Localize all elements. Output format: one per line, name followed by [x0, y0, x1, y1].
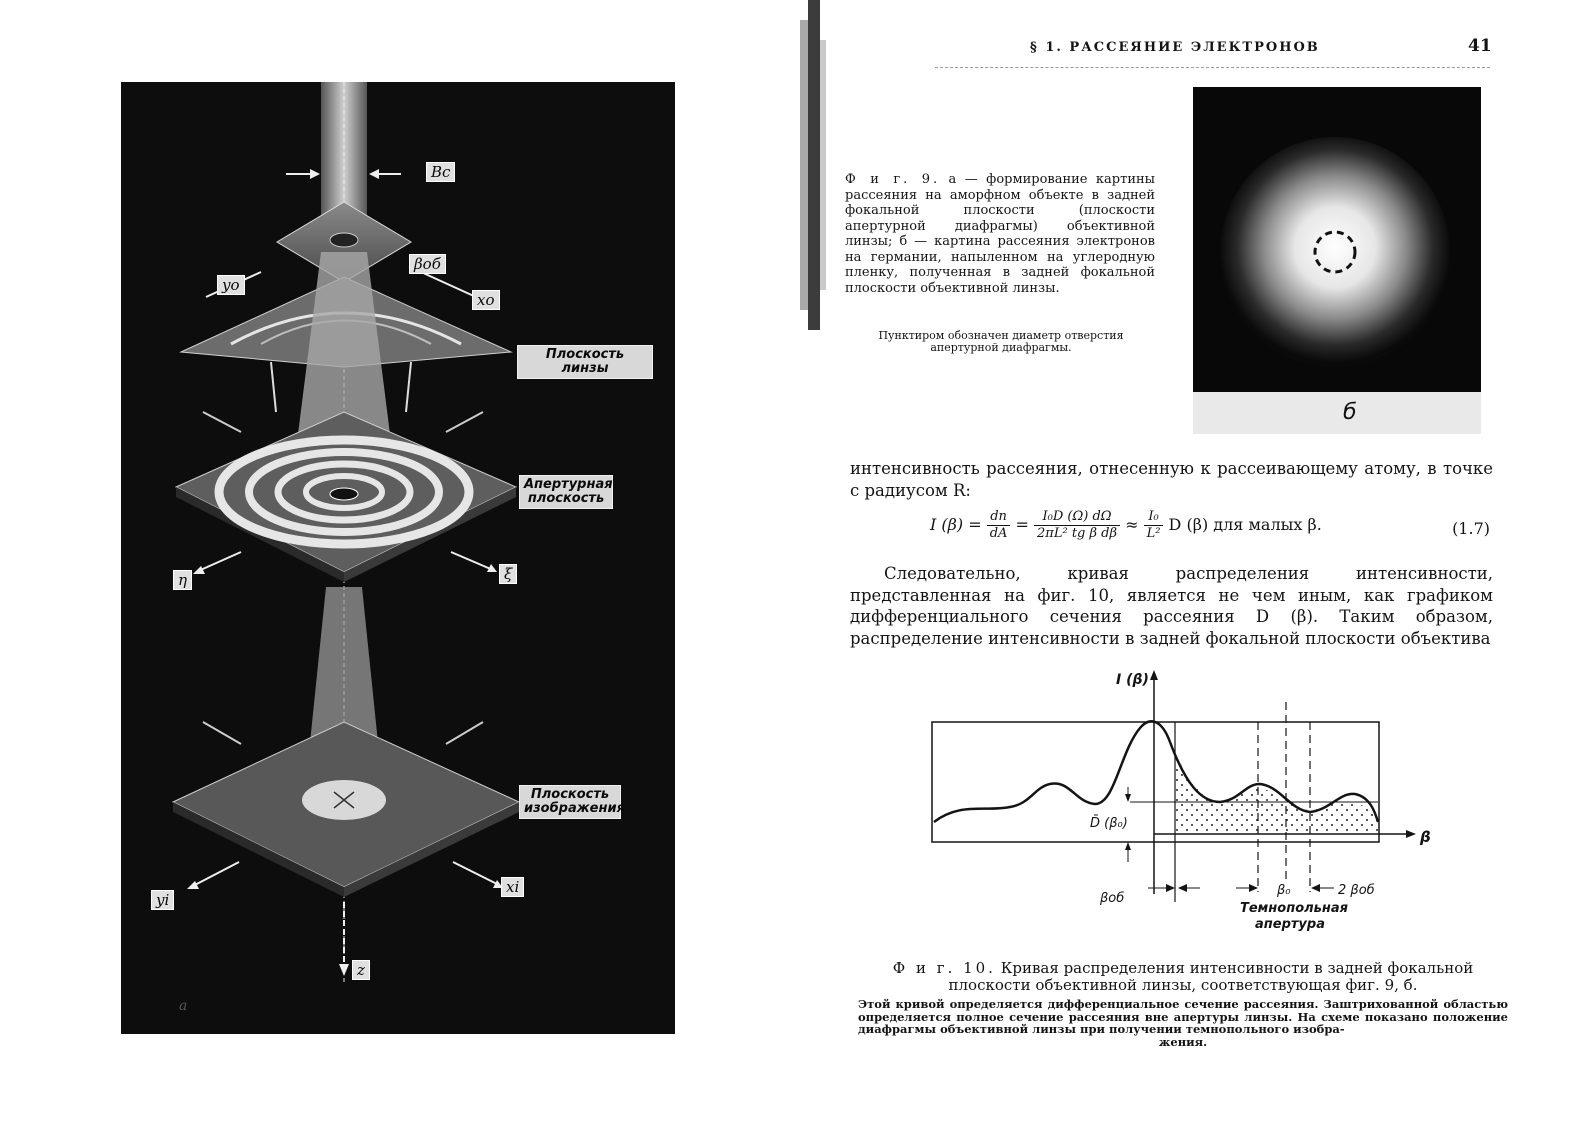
intensity-curve [934, 721, 1378, 822]
body-text-2 [850, 563, 1493, 649]
figure-b-photo [1193, 87, 1481, 434]
page-number: 41 [1468, 36, 1492, 56]
dark-field-label: Темнопольная [1240, 901, 1348, 916]
shaded-region-2 [1310, 802, 1378, 834]
x0-label: xo [472, 290, 500, 310]
figure-a-letter: a [179, 998, 188, 1014]
mean-level-label: D̄ (β₀) [1090, 816, 1128, 831]
beta-0-label: β₀ [1277, 883, 1291, 898]
figure-9-note: Пунктиром обозначен диаметр отверстия апертурной диафрагмы. [878, 329, 1124, 354]
equation-1-7: I (β) = $\frac{dn}{dA}$ = $\frac{\text{I₀D (Ω) dΩ}}{\text{2πL² tg β dβ}}$ ≈ $\frac{\text{I₀}}{\text{L²}}$ D (β) для малых β. (1.7) [930, 509, 1490, 541]
figure-b-label: б [1343, 400, 1357, 425]
xi-image-label: xi [501, 877, 524, 897]
x-axis-label: β [1420, 828, 1431, 846]
figure-9-caption [845, 172, 1155, 296]
lens-plane-label: Плоскость линзы [517, 345, 653, 379]
running-head: § 1. РАССЕЯНИЕ ЭЛЕКТРОНОВ [1030, 40, 1320, 55]
aperture-plane-label: Апертурная плоскость [519, 475, 613, 509]
fraction-1: $\frac{dn}{dA}$ [987, 509, 1011, 542]
aperture-angle-label: βоб [409, 254, 446, 274]
fraction-2: $\frac{\text{I₀D (Ω) dΩ}}{\text{2πL² tg β dβ}}$ [1034, 509, 1120, 542]
figure-9-caption-text: a — формирование картины рассеяния на аморфном объекте в задней фокальной плоскости (плоскости апертурной диафрагмы) объективной линзы; б — картина рассеяния электронов на германии, напыленном на углеродную пленку, полученная в задней фокальной плоскости объективной линзы. [845, 172, 1155, 296]
figure-10-caption-prefix: Ф и г. 10. [892, 959, 996, 977]
figure-a-drawing [121, 82, 675, 1034]
header-rule [935, 67, 1490, 68]
body-text [850, 458, 1493, 502]
figure-10-note-text: Этой кривой определяется дифференциальное сечение рассеяния. Заштрихованной областью определяется полное сечение рассеяния вне апертуры линзы. На схеме показано положение диафрагмы объективной линзы при получении темнопольного изобра- [858, 997, 1508, 1036]
two-beta-ob-label: 2 βоб [1338, 883, 1375, 898]
image-plane-label: Плоскость изображения [519, 785, 621, 819]
figure-10-note-end: жения. [1158, 1034, 1208, 1049]
formula-lhs: I (β) = [930, 515, 982, 534]
figure-9-caption-prefix: Ф и г. 9. [845, 172, 941, 187]
y-axis-label: I (β) [1116, 672, 1149, 688]
equation-number: (1.7) [1452, 519, 1490, 538]
beam-label: Bc [426, 162, 455, 182]
fraction-3: $\frac{\text{I₀}}{\text{L²}}$ [1144, 509, 1164, 542]
figure-10-caption [858, 960, 1508, 994]
figure-10-caption-text: Кривая распределения интенсивности в задней фокальной плоскости объективной линзы, соответствующая фиг. 9, б. [948, 959, 1474, 994]
dark-field-label-2: апертура [1255, 917, 1325, 932]
paragraph-1: интенсивность рассеяния, отнесенную к рассеивающему атому, в точке с радиусом R: [850, 459, 1493, 500]
figure-10-note [858, 998, 1508, 1048]
z-label: z [352, 960, 370, 980]
formula-rhs: D (β) для малых β. [1168, 515, 1322, 534]
figure-a [121, 82, 675, 1034]
eta-label: η [173, 570, 192, 590]
figure-10-plot [900, 662, 1460, 937]
beta-ob-label: βоб [1100, 891, 1125, 906]
yi-label: yi [151, 890, 174, 910]
gutter-shadow [760, 0, 830, 340]
approx-sign: ≈ [1125, 515, 1139, 534]
y0-label: yo [217, 275, 245, 295]
xi-label: ξ [499, 564, 517, 584]
paragraph-2: Следовательно, кривая распределения интенсивности, представленная на фиг. 10, является не чем иным, как графиком дифференциального сечения рассеяния D (β). Таким образом, распределение интенсивности в задней фокальной плоскости объектива [850, 564, 1493, 648]
